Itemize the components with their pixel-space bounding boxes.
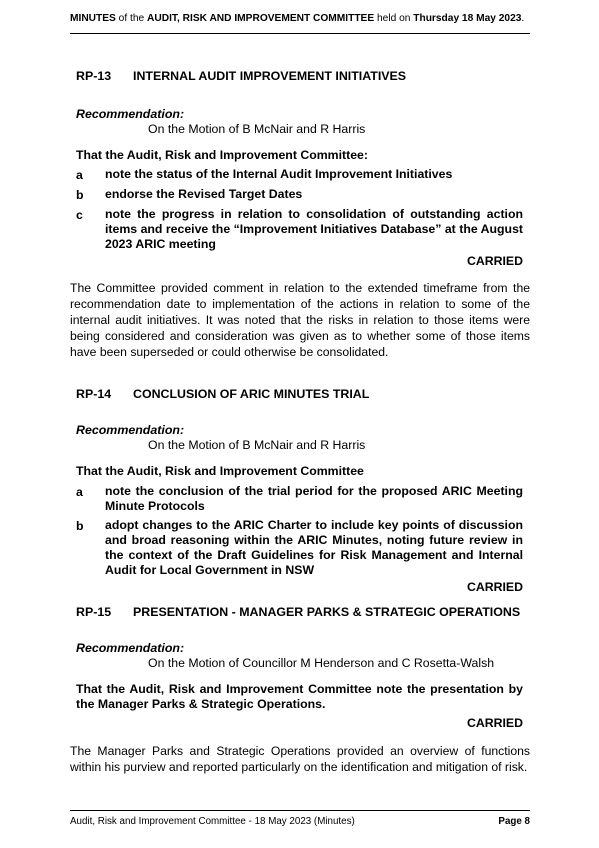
resolution-lead: That the Audit, Risk and Improvement Committee: [76, 148, 368, 162]
item-letter: a [76, 485, 83, 499]
item-code-rp14: RP-14 [76, 387, 112, 401]
page-header: MINUTES of the AUDIT, RISK AND IMPROVEMENT COMMITTEE held on Thursday 18 May 2023. [70, 13, 525, 24]
footer-rule [70, 810, 530, 811]
footer-title: Audit, Risk and Improvement Committee - 18 May 2023 (Minutes) [70, 816, 355, 827]
item-letter: b [76, 519, 84, 533]
item-letter: a [76, 168, 83, 182]
resolution-item: note the conclusion of the trial period for the proposed ARIC Meeting Minute Protocols [105, 484, 523, 513]
header-rule [70, 33, 530, 34]
item-code-rp15: RP-15 [76, 605, 112, 619]
recommendation-label: Recommendation: [76, 641, 185, 655]
carried-label: CARRIED [466, 580, 523, 594]
item-letter: b [76, 188, 84, 202]
resolution-item: adopt changes to the ARIC Charter to include key points of discussion and broad reasoning within the ARIC Minutes, noting future review in the context of the Draft Guidelines for Risk Management and Internal Audit for Local Government in NSW [105, 518, 523, 577]
item-letter: c [76, 208, 83, 222]
motion-text: On the Motion of Councillor M Henderson and C Rosetta-Walsh [148, 656, 495, 670]
resolution-item: note the status of the Internal Audit Improvement Initiatives [105, 167, 453, 181]
item-title-rp15: PRESENTATION - MANAGER PARKS & STRATEGIC OPERATIONS [133, 605, 521, 619]
page-number: Page 8 [498, 816, 530, 827]
recommendation-label: Recommendation: [76, 423, 185, 437]
discussion-paragraph: The Manager Parks and Strategic Operations provided an overview of functions within his purview and reported particularly on the identification and mitigation of risk. [70, 744, 530, 774]
item-code-rp13: RP-13 [76, 69, 112, 83]
resolution-lead: That the Audit, Risk and Improvement Committee [76, 464, 364, 478]
carried-label: CARRIED [466, 716, 523, 730]
motion-text: On the Motion of B McNair and R Harris [148, 438, 366, 452]
item-title-rp14: CONCLUSION OF ARIC MINUTES TRIAL [133, 387, 370, 401]
resolution-item: endorse the Revised Target Dates [105, 187, 303, 201]
resolution-lead: That the Audit, Risk and Improvement Committee note the presentation by the Manager Parks & Strategic Operations. [76, 682, 523, 711]
recommendation-label: Recommendation: [76, 107, 185, 121]
discussion-paragraph: The Committee provided comment in relation to the extended timeframe from the recommendation date to implementation of the actions in relation to some of the internal audit initiatives. It was noted that the risks in relation to those items were being considered and consideration was given as to whether some of those items have been superseded or could otherwise be consolidated. [70, 281, 530, 359]
motion-text: On the Motion of B McNair and R Harris [148, 122, 366, 136]
resolution-item: note the progress in relation to consolidation of outstanding action items and receive the “Improvement Initiatives Database” at the August 2023 ARIC meeting [105, 207, 523, 251]
carried-label: CARRIED [466, 254, 523, 268]
item-title-rp13: INTERNAL AUDIT IMPROVEMENT INITIATIVES [133, 69, 407, 83]
